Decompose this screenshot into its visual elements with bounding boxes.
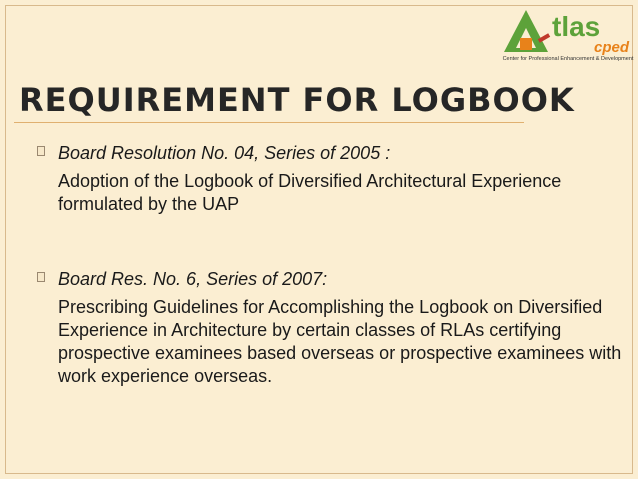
item-heading: Board Res. No. 6, Series of 2007: bbox=[58, 269, 328, 289]
item-heading-line bbox=[58, 268, 628, 291]
item-heading-line bbox=[58, 142, 628, 165]
slide-title: REQUIREMENT FOR LOGBOOK bbox=[19, 81, 575, 119]
title-underline bbox=[14, 122, 524, 123]
slide-border bbox=[5, 5, 633, 474]
bullet-icon bbox=[37, 146, 45, 156]
logo-mark bbox=[500, 6, 636, 56]
logo-square-orange bbox=[520, 38, 532, 50]
atlas-cped-logo bbox=[500, 6, 636, 68]
requirement-item-1 bbox=[58, 142, 628, 216]
logo-wordmark-sub: cped bbox=[594, 39, 630, 56]
logo-wordmark-main: tlas bbox=[552, 11, 601, 42]
item-body: Adoption of the Logbook of Diversified Architectural Experience formulated by the UAP bbox=[58, 171, 562, 214]
requirement-item-2 bbox=[58, 268, 628, 388]
bullet-icon bbox=[37, 272, 45, 282]
logo-tagline: Center for Professional Enhancement & Development bbox=[502, 56, 634, 62]
item-body: Prescribing Guidelines for Accomplishing the Logbook on Diversified Experience in Architecture by certain classes of RLAs certifying prospective examinees based overseas or prospective examinees with work experience overseas. bbox=[58, 297, 622, 386]
item-heading-suffix: : bbox=[380, 143, 391, 163]
item-heading: Board Resolution No. 04, Series of 2005 bbox=[58, 143, 381, 163]
